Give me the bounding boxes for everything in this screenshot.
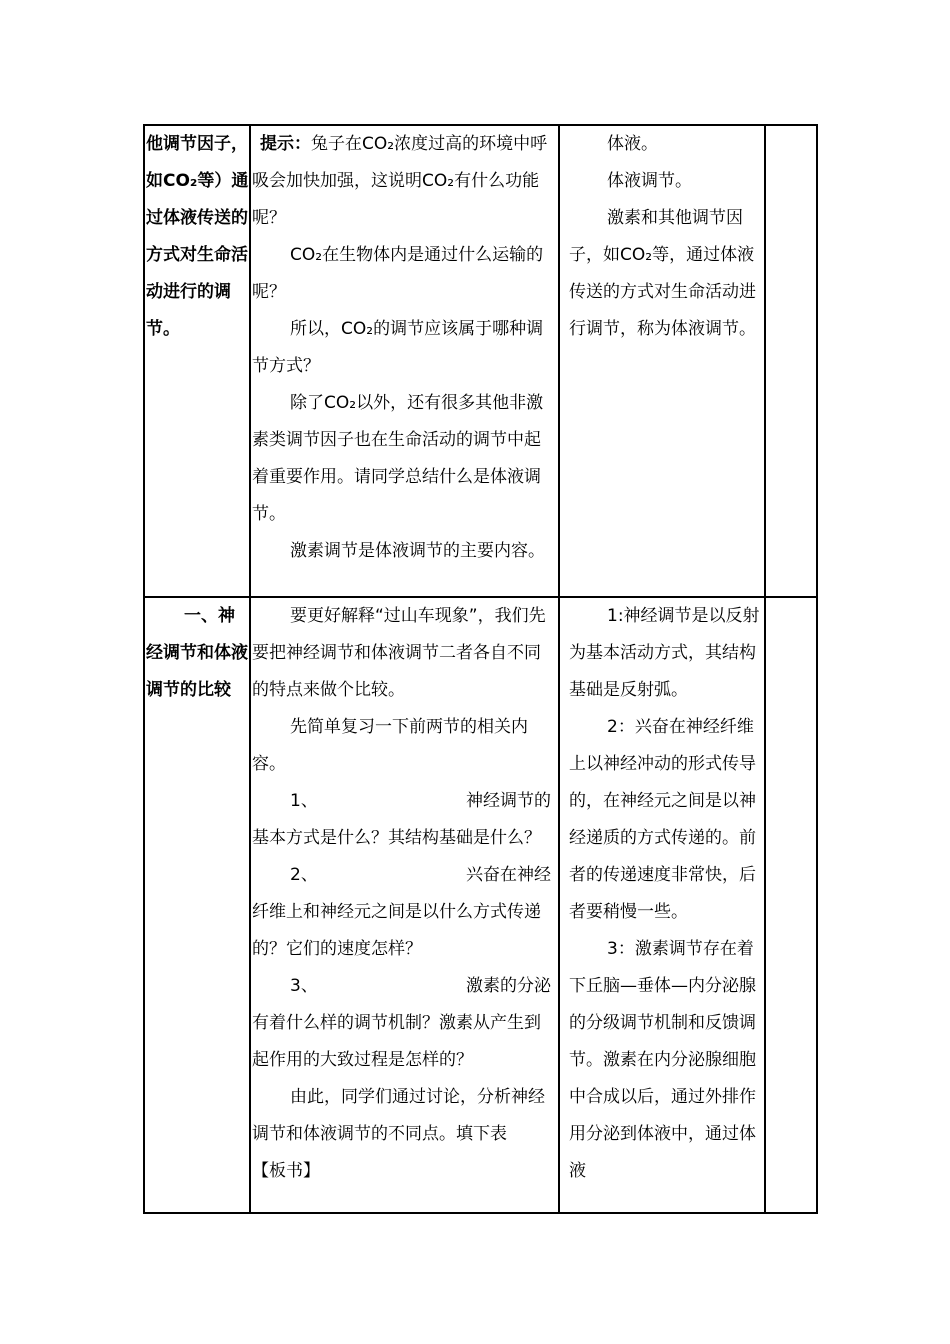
topic-text: 一、神经调节和体液调节的比较 xyxy=(146,606,248,700)
topic-text: 他调节因子，如CO₂等）通过体液传送的方式对生命活动进行的调节。 xyxy=(146,134,249,339)
hint-label: 提示： xyxy=(260,134,311,154)
paragraph: 要更好解释“过山车现象”，我们先要把神经调节和体液调节二者各自不同的特点来做个比较。 xyxy=(252,606,546,700)
topic-cell xyxy=(144,125,250,597)
teacher-activity-cell xyxy=(250,597,559,1213)
student-activity-cell xyxy=(559,597,765,1213)
topic-cell xyxy=(144,597,250,1213)
question-number: 3、 xyxy=(290,976,318,996)
board-label: 【板书】 xyxy=(252,1161,320,1181)
question-text: 激素的分泌有着什么样的调节机制？激素从产生到起作用的大致过程是怎样的？ xyxy=(252,976,551,1070)
answer: 体液。 xyxy=(607,134,658,154)
question xyxy=(251,968,558,1079)
answer: 2：兴奋在神经纤维上以神经冲动的形式传导的，在神经元之间是以神经递质的方式传递的。前者的传递速度非常快，后者要稍慢一些。 xyxy=(569,717,756,922)
answer: 3：激素调节存在着下丘脑—垂体—内分泌腺的分级调节机制和反馈调节。激素在内分泌腺细胞中合成以后，通过外排作用分泌到体液中，通过体液 xyxy=(569,939,756,1181)
table-row xyxy=(144,125,817,597)
answer: 1:神经调节是以反射为基本活动方式，其结构基础是反射弧。 xyxy=(569,606,760,700)
question xyxy=(251,857,558,968)
paragraph: 由此，同学们通过讨论，分析神经调节和体液调节的不同点。填下表 xyxy=(252,1087,545,1144)
answer: 激素和其他调节因子，如CO₂等，通过体液传送的方式对生命活动进行调节，称为体液调节。 xyxy=(569,208,756,339)
question xyxy=(251,783,558,857)
notes-cell xyxy=(765,597,817,1213)
answer: 体液调节。 xyxy=(607,171,692,191)
paragraph: 除了CO₂以外，还有很多其他非激素类调节因子也在生命活动的调节中起着重要作用。请同学总结什么是体液调节。 xyxy=(252,393,544,524)
question-number: 2、 xyxy=(290,865,318,885)
table-row xyxy=(144,597,817,1213)
lesson-plan-table xyxy=(143,124,818,1214)
paragraph: CO₂在生物体内是通过什么运输的呢？ xyxy=(252,245,544,302)
notes-cell xyxy=(765,125,817,597)
question-number: 1、 xyxy=(290,791,318,811)
student-activity-cell xyxy=(559,125,765,597)
paragraph: 激素调节是体液调节的主要内容。 xyxy=(290,541,545,561)
teacher-activity-cell xyxy=(250,125,559,597)
hint-paragraph xyxy=(251,126,558,237)
paragraph: 先简单复习一下前两节的相关内容。 xyxy=(252,717,528,774)
question-text: 兴奋在神经纤维上和神经元之间是以什么方式传递的？它们的速度怎样？ xyxy=(252,865,551,959)
hint-text: 兔子在CO₂浓度过高的环境中呼吸会加快加强，这说明CO₂有什么功能呢？ xyxy=(252,134,548,228)
paragraph: 所以，CO₂的调节应该属于哪种调节方式？ xyxy=(252,319,544,376)
question-text: 神经调节的基本方式是什么？其结构基础是什么？ xyxy=(252,791,551,848)
